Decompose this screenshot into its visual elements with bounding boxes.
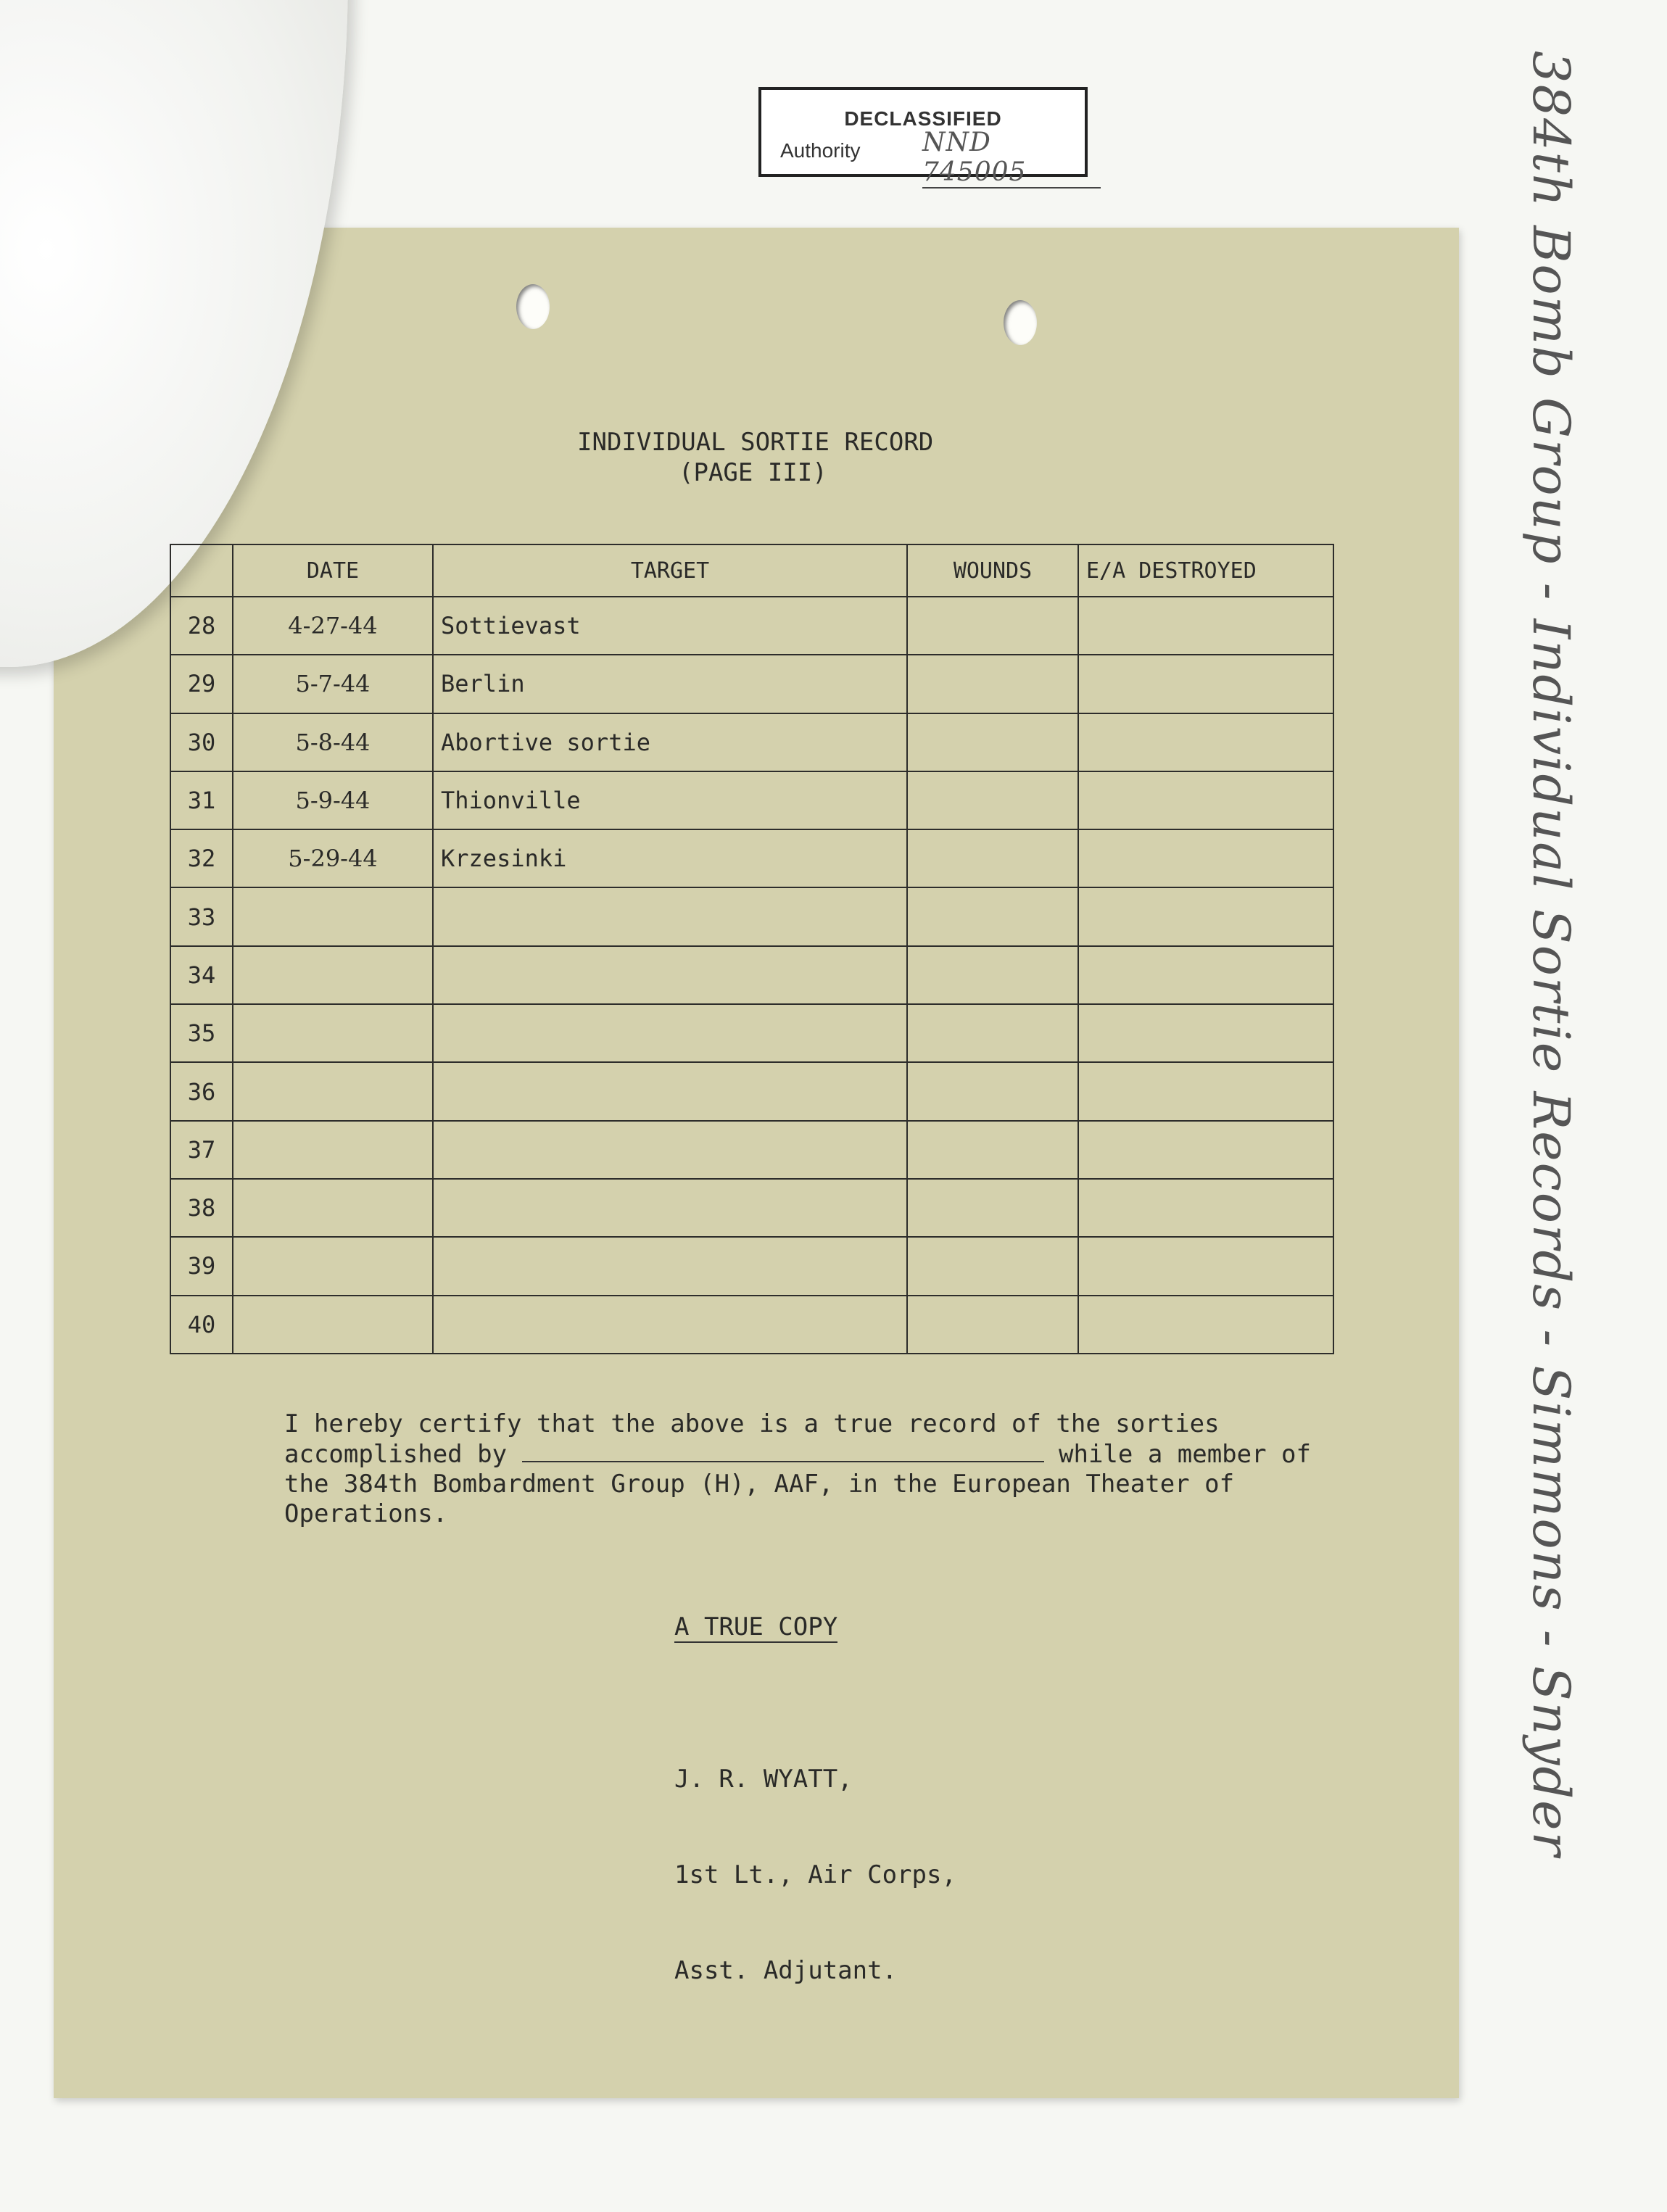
row-number: 31 [170, 771, 233, 829]
row-ea-destroyed [1078, 1296, 1333, 1354]
row-target [433, 1296, 907, 1354]
table-row [170, 946, 1333, 1004]
row-date [233, 1062, 433, 1120]
punch-hole-right [1004, 300, 1037, 345]
row-ea-destroyed [1078, 946, 1333, 1004]
table-row [170, 829, 1333, 887]
row-wounds [907, 1121, 1078, 1179]
row-number: 36 [170, 1062, 233, 1120]
row-number: 33 [170, 887, 233, 945]
row-number: 38 [170, 1179, 233, 1237]
row-target [433, 1004, 907, 1062]
row-target: Abortive sortie [433, 713, 907, 771]
row-ea-destroyed [1078, 713, 1333, 771]
row-target [433, 1062, 907, 1120]
row-number: 28 [170, 597, 233, 655]
row-ea-destroyed [1078, 1062, 1333, 1120]
row-wounds [907, 1237, 1078, 1295]
certification-prefix: I hereby certify that the above is a true record of the sorties accomplished by [284, 1409, 1220, 1469]
table-row [170, 655, 1333, 713]
stamp-authority-label: Authority [780, 139, 861, 162]
row-date: 5-8-44 [233, 713, 433, 771]
row-ea-destroyed [1078, 655, 1333, 713]
column-header-ea-destroyed: E/A DESTROYED [1078, 544, 1333, 597]
row-number: 34 [170, 946, 233, 1004]
true-copy-heading: A TRUE COPY [674, 1612, 838, 1641]
row-ea-destroyed [1078, 1121, 1333, 1179]
row-target [433, 946, 907, 1004]
row-wounds [907, 1062, 1078, 1120]
table-row [170, 771, 1333, 829]
row-ea-destroyed [1078, 1004, 1333, 1062]
row-wounds [907, 1179, 1078, 1237]
name-blank-line [522, 1439, 1044, 1462]
stamp-heading: DECLASSIFIED [844, 107, 1002, 130]
signature-name: J. R. WYATT, [674, 1765, 853, 1794]
row-target [433, 1237, 907, 1295]
row-date [233, 946, 433, 1004]
table-row [170, 597, 1333, 655]
row-date [233, 1179, 433, 1237]
document-subtitle: (PAGE III) [679, 458, 827, 487]
row-wounds [907, 1004, 1078, 1062]
row-target [433, 1179, 907, 1237]
row-wounds [907, 946, 1078, 1004]
row-ea-destroyed [1078, 1237, 1333, 1295]
row-target [433, 887, 907, 945]
row-ea-destroyed [1078, 771, 1333, 829]
row-date [233, 1237, 433, 1295]
row-number: 32 [170, 829, 233, 887]
row-ea-destroyed [1078, 597, 1333, 655]
row-target: Thionville [433, 771, 907, 829]
row-target: Sottievast [433, 597, 907, 655]
margin-handwritten-note: 384th Bomb Group - Individual Sortie Records - Simmons - Snyder [1521, 51, 1581, 1858]
row-date [233, 1296, 433, 1354]
sortie-table [170, 544, 1334, 1354]
row-date [233, 887, 433, 945]
certification-text [284, 1409, 1314, 1529]
table-row [170, 887, 1333, 945]
table-row [170, 1121, 1333, 1179]
stamp-authority-value: NND 745005 [922, 128, 1101, 189]
table-row [170, 1296, 1333, 1354]
row-target [433, 1121, 907, 1179]
row-ea-destroyed [1078, 1179, 1333, 1237]
row-wounds [907, 713, 1078, 771]
row-number: 37 [170, 1121, 233, 1179]
table-row [170, 1062, 1333, 1120]
column-header-target: TARGET [433, 544, 907, 597]
row-date: 5-29-44 [233, 829, 433, 887]
row-ea-destroyed [1078, 829, 1333, 887]
signature-title: Asst. Adjutant. [674, 1956, 898, 1985]
row-number: 35 [170, 1004, 233, 1062]
row-target: Krzesinki [433, 829, 907, 887]
table-row [170, 1237, 1333, 1295]
row-wounds [907, 597, 1078, 655]
row-wounds [907, 771, 1078, 829]
row-date [233, 1004, 433, 1062]
row-number: 30 [170, 713, 233, 771]
row-date: 5-7-44 [233, 655, 433, 713]
row-number: 39 [170, 1237, 233, 1295]
row-number: 29 [170, 655, 233, 713]
row-target: Berlin [433, 655, 907, 713]
table-header-row [170, 544, 1333, 597]
table-row [170, 713, 1333, 771]
row-date: 4-27-44 [233, 597, 433, 655]
row-wounds [907, 655, 1078, 713]
row-wounds [907, 887, 1078, 945]
certification-suffix: while a member of the 384th Bombardment Group (H), AAF, in the European Theater of Operations. [284, 1440, 1312, 1528]
column-header-date: DATE [233, 544, 433, 597]
signature-rank: 1st Lt., Air Corps, [674, 1860, 956, 1889]
declassified-stamp [758, 87, 1088, 187]
column-header-number [170, 544, 233, 597]
column-header-wounds: WOUNDS [907, 544, 1078, 597]
signature-block [674, 1699, 956, 2018]
row-number: 40 [170, 1296, 233, 1354]
row-wounds [907, 829, 1078, 887]
row-date [233, 1121, 433, 1179]
table-row [170, 1179, 1333, 1237]
row-ea-destroyed [1078, 887, 1333, 945]
punch-hole-left [516, 284, 550, 329]
table-row [170, 1004, 1333, 1062]
row-wounds [907, 1296, 1078, 1354]
document-title: INDIVIDUAL SORTIE RECORD [577, 428, 934, 457]
row-date: 5-9-44 [233, 771, 433, 829]
